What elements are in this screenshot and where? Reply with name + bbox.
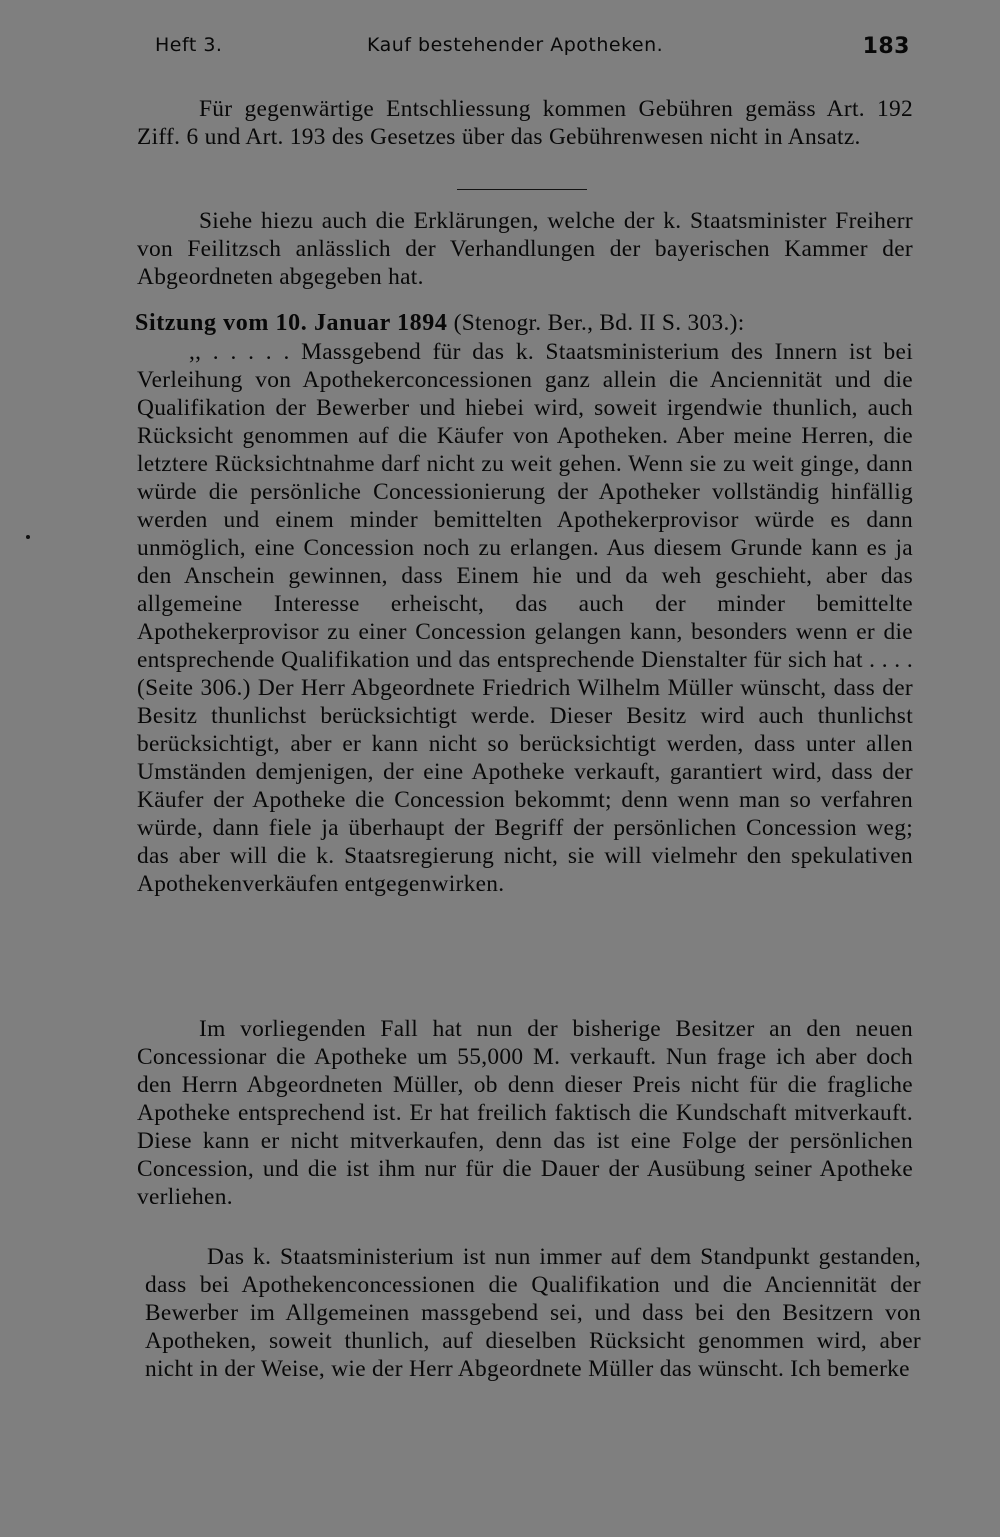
fee-note-text: Für gegenwärtige Entschliessung kommen Gebühren gemäss Art. 192 Ziff. 6 und Art. 193 des Gesetzes über das Gebührenwesen nicht in Ansatz. — [137, 96, 913, 150]
see-also-paragraph — [137, 207, 913, 291]
issue-label: Heft 3. — [155, 34, 223, 56]
see-also-text: Siehe hiezu auch die Erklärungen, welche der k. Staatsminister Freiherr von Feilitzsch anlässlich der Verhandlungen der bayerischen Kammer der Abgeordneten abgegeben hat. — [137, 208, 913, 290]
session-heading-bold: Sitzung vom 10. Januar 1894 — [135, 310, 448, 336]
running-header — [155, 34, 910, 64]
quote-text-2: Im vorliegenden Fall hat nun der bisherige Besitzer an den neuen Concessionar die Apotheke um 55,000 M. verkauft. Nun frage ich aber doch den Herrn Abgeordneten Müller, ob denn dieser Preis nicht für die fragliche Apotheke entsprechend ist. Er hat freilich faktisch die Kundschaft mitverkauft. Diese kann er nicht mitverkaufen, denn das ist eine Folge der persönlichen Concession, und die ist ihm nur für die Dauer der Ausübung seiner Apotheke verliehen. — [137, 1016, 913, 1210]
separator-rule — [457, 189, 587, 190]
quote-paragraph-1 — [137, 338, 913, 898]
quote-text-1: ,, . . . . . Massgebend für das k. Staatsministerium des Innern ist bei Verleihung von Apothekerconcessionen ganz allein die Anciennität und die Qualifikation der Bewerber und hiebei wird, soweit irgendwie thunlich, auch Rücksicht genommen auf die Käufer von Apotheken. Aber meine Herren, die letztere Rücksichtnahme darf nicht zu weit gehen. Wenn sie zu weit ginge, dann würde die persönliche Concessionierung der Apotheker vollständig hinfällig werden und einem minder bemittelten Apothekerprovisor würde es dann unmöglich, eine Concession noch zu erlangen. Aus diesem Grunde kann es ja den Anschein gewinnen, dass Einem hie und da weh geschieht, aber das allgemeine Interesse erheischt, das auch der minder bemittelte Apothekerprovisor zu einer Concession gelangen kann, besonders wenn er die entsprechende Qualifikation und das entsprechende Dienstalter für sich hat . . . . (Seite 306.) Der Herr Abgeordnete Friedrich Wilhelm Müller wünscht, dass der Besitz thunlichst berücksichtigt werde. Dieser Besitz wird auch thunlichst berücksichtigt, aber er kann nicht so berücksichtigt werden, dass unter allen Umständen demjenigen, der eine Apotheke verkauft, garantiert wird, dass der Käufer der Apotheke die Concession bekommt; denn wenn man so verfahren würde, dann fiele ja überhaupt der Begriff der persönlichen Concession weg; das aber will die k. Staatsregierung nicht, sie will vielmehr den spekulativen Apothekenverkäufen entgegenwirken. — [137, 339, 913, 897]
quote-paragraph-2 — [137, 1015, 913, 1211]
scan-speck — [26, 535, 30, 539]
quote-paragraph-3 — [145, 1243, 921, 1383]
session-heading — [135, 308, 915, 338]
page-number: 183 — [862, 34, 910, 59]
running-title: Kauf bestehender Apotheken. — [367, 34, 664, 56]
fee-note-paragraph — [137, 95, 913, 151]
session-heading-reference: (Stenogr. Ber., Bd. II S. 303.): — [447, 310, 745, 336]
quote-text-3: Das k. Staatsministerium ist nun immer auf dem Standpunkt gestanden, dass bei Apothekenconcessionen die Qualifikation und die Anciennität der Bewerber im Allgemeinen massgebend sei, und dass bei den Besitzern von Apotheken, soweit thunlich, auf dieselben Rücksicht genommen wird, aber nicht in der Weise, wie der Herr Abgeordnete Müller das wünscht. Ich bemerke — [145, 1244, 921, 1382]
